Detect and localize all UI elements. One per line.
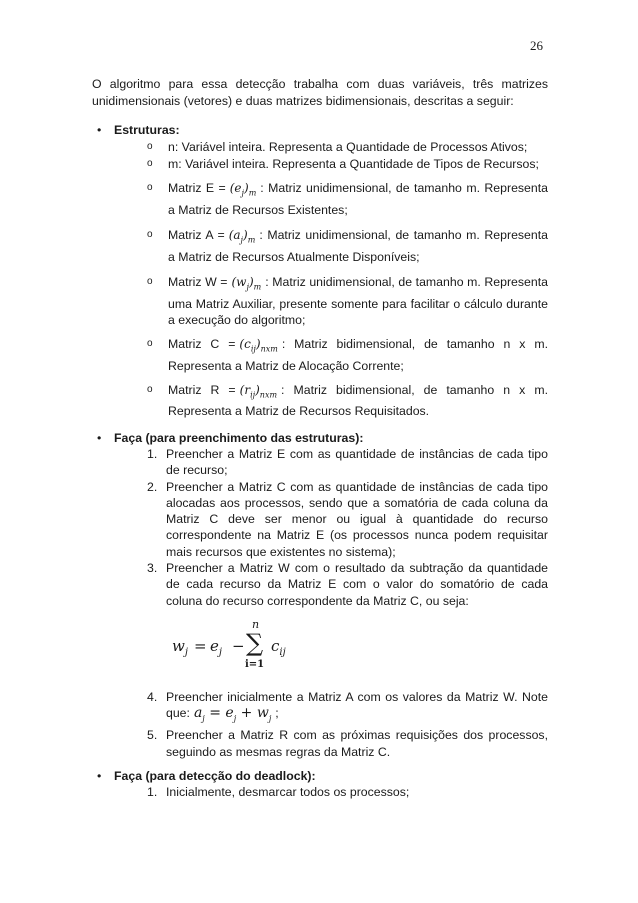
note-formula: $a_j = e_j + w_j$ bbox=[193, 705, 272, 724]
item-text: Preencher inicialmente a Matriz A com os valores da Matriz W. Note que: bbox=[166, 689, 548, 721]
sym: r bbox=[244, 382, 251, 397]
sym-index: j bbox=[246, 282, 249, 292]
sym: e bbox=[210, 636, 219, 655]
item-text: Preencher a Matriz R com as próximas requisições dos processos, seguindo as mesmas regras da Matriz C. bbox=[166, 728, 548, 759]
sym-size: m bbox=[253, 282, 262, 292]
item-prefix: Matriz C = bbox=[168, 337, 236, 351]
sym: w bbox=[172, 636, 185, 655]
sum-lower: i=1 bbox=[245, 658, 265, 670]
matrix-symbol: $(a_j)_m$ bbox=[228, 228, 256, 245]
sym: e bbox=[234, 181, 242, 196]
sym-index: ij bbox=[250, 390, 256, 400]
list-item bbox=[97, 274, 548, 328]
sym-index: ij bbox=[279, 646, 286, 658]
item-number: 3. bbox=[147, 561, 158, 576]
sym-size: nxm bbox=[259, 390, 278, 400]
item-text: : Matriz bidimensional, de tamanho n x m. Representa a Matriz de Recursos Requisitados. bbox=[168, 382, 548, 419]
matrix-symbol: $(r_{ij})_{nxm}$ bbox=[239, 382, 278, 400]
formula-e bbox=[210, 637, 222, 658]
matrix-symbol: $(c_{ij})_{nxm}$ bbox=[239, 337, 278, 354]
bullet-icon: • bbox=[97, 769, 102, 783]
circle-bullet-icon: o bbox=[147, 158, 153, 170]
list-item bbox=[97, 560, 548, 609]
list-item bbox=[97, 479, 548, 560]
list-item bbox=[97, 139, 548, 155]
list-item bbox=[97, 227, 548, 265]
item-text: : Matriz unidimensional, de tamanho m. Representa a Matriz de Recursos Existentes; bbox=[168, 181, 548, 217]
sym: a bbox=[233, 228, 241, 243]
item-number: 1. bbox=[147, 447, 158, 461]
sym: w bbox=[236, 275, 247, 289]
section-estruturas bbox=[97, 122, 548, 420]
circle-bullet-icon: o bbox=[147, 182, 153, 194]
circle-bullet-icon: o bbox=[147, 338, 153, 349]
sym-index: j bbox=[241, 188, 245, 198]
list-item bbox=[97, 180, 548, 218]
formula-c bbox=[271, 637, 286, 658]
item-text: Inicialmente, desmarcar todos os processos; bbox=[166, 785, 410, 799]
item-number: 1. bbox=[147, 785, 158, 799]
sum-formula bbox=[172, 615, 548, 675]
item-text: : Matriz bidimensional, de tamanho n x m. Representa a Matriz de Alocação Corrente; bbox=[168, 337, 548, 373]
matrix-symbol: $(e_j)_m$ bbox=[229, 181, 257, 198]
list-item bbox=[97, 156, 548, 172]
item-text: : Matriz unidimensional, de tamanho m. Representa uma Matriz Auxiliar, presente somente para facilitar o cálculo durante a execução do algoritmo; bbox=[168, 275, 548, 327]
list-item bbox=[97, 336, 548, 374]
sym-size: m bbox=[248, 188, 257, 198]
list-item bbox=[97, 382, 548, 420]
section-preenchimento bbox=[97, 430, 548, 760]
sym-size: m bbox=[247, 235, 256, 245]
sym-index: j bbox=[184, 646, 188, 658]
section-title bbox=[97, 122, 548, 138]
sym-index: j bbox=[218, 646, 222, 658]
sym-index: j bbox=[240, 235, 244, 245]
item-prefix: Matriz E = bbox=[168, 181, 226, 196]
list-item bbox=[97, 727, 548, 760]
section-title-text: Estruturas: bbox=[114, 123, 180, 137]
sum-upper: n bbox=[252, 617, 260, 631]
item-text: Preencher a Matriz E com as quantidade de instâncias de cada tipo de recurso; bbox=[166, 447, 548, 478]
item-text: n: Variável inteira. Representa a Quantidade de Processos Ativos; bbox=[168, 140, 528, 154]
circle-bullet-icon: o bbox=[147, 229, 153, 241]
item-prefix: Matriz A = bbox=[168, 228, 225, 243]
item-prefix: Matriz W = bbox=[168, 275, 228, 289]
sum-icon: ∑ bbox=[246, 628, 264, 657]
circle-bullet-icon: o bbox=[147, 141, 153, 152]
item-tail: ; bbox=[275, 706, 279, 721]
list-item bbox=[97, 446, 548, 479]
item-text: m: Variável inteira. Representa a Quantidade de Tipos de Recursos; bbox=[168, 157, 539, 172]
item-number: 4. bbox=[147, 689, 158, 704]
section-title-text: Faça (para preenchimento das estruturas): bbox=[114, 431, 364, 445]
list-item bbox=[97, 784, 548, 800]
formula-eq: = bbox=[194, 636, 207, 655]
sym: c bbox=[271, 636, 280, 655]
intro-paragraph: O algoritmo para essa detecção trabalha com duas variáveis, três matrizes unidimensionais (vetores) e duas matrizes bidimensionais, descritas a seguir: bbox=[92, 77, 548, 108]
matrix-symbol: $(w_j)_m$ bbox=[231, 275, 262, 292]
section-title bbox=[97, 430, 548, 446]
section-deadlock bbox=[97, 768, 548, 800]
item-prefix: Matriz R = bbox=[168, 382, 236, 397]
item-text: Preencher a Matriz W com o resultado da subtração da quantidade de cada recurso da Matriz E com o valor do somatório de cada coluna do recurso correspondente da Matriz C, ou seja: bbox=[166, 561, 548, 608]
sym-size: nxm bbox=[260, 344, 278, 354]
list-item bbox=[97, 689, 548, 727]
formula-lhs bbox=[172, 637, 188, 658]
item-number: 5. bbox=[147, 728, 158, 743]
sym-index: ij bbox=[250, 344, 256, 354]
page-number: 26 bbox=[530, 38, 543, 53]
bullet-icon: • bbox=[97, 123, 102, 137]
item-number: 2. bbox=[147, 479, 158, 494]
item-text: Preencher a Matriz C com as quantidade de instâncias de cada tipo alocadas aos processos, sendo que a somatória de cada coluna da Matriz C deve ser menor ou igual à quantidade do recurso correspondente na Matriz E (os processos nunca podem requisitar mais recursos que existentes no sistema); bbox=[166, 479, 548, 559]
sym: c bbox=[244, 337, 251, 351]
bullet-icon: • bbox=[97, 431, 102, 445]
item-text: : Matriz unidimensional, de tamanho m. Representa a Matriz de Recursos Atualmente Disponíveis; bbox=[168, 228, 548, 264]
section-title-text: Faça (para detecção do deadlock): bbox=[114, 769, 316, 783]
formula-minus: − bbox=[232, 636, 245, 655]
circle-bullet-icon: o bbox=[147, 276, 153, 287]
section-title bbox=[97, 768, 548, 784]
circle-bullet-icon: o bbox=[147, 383, 153, 395]
